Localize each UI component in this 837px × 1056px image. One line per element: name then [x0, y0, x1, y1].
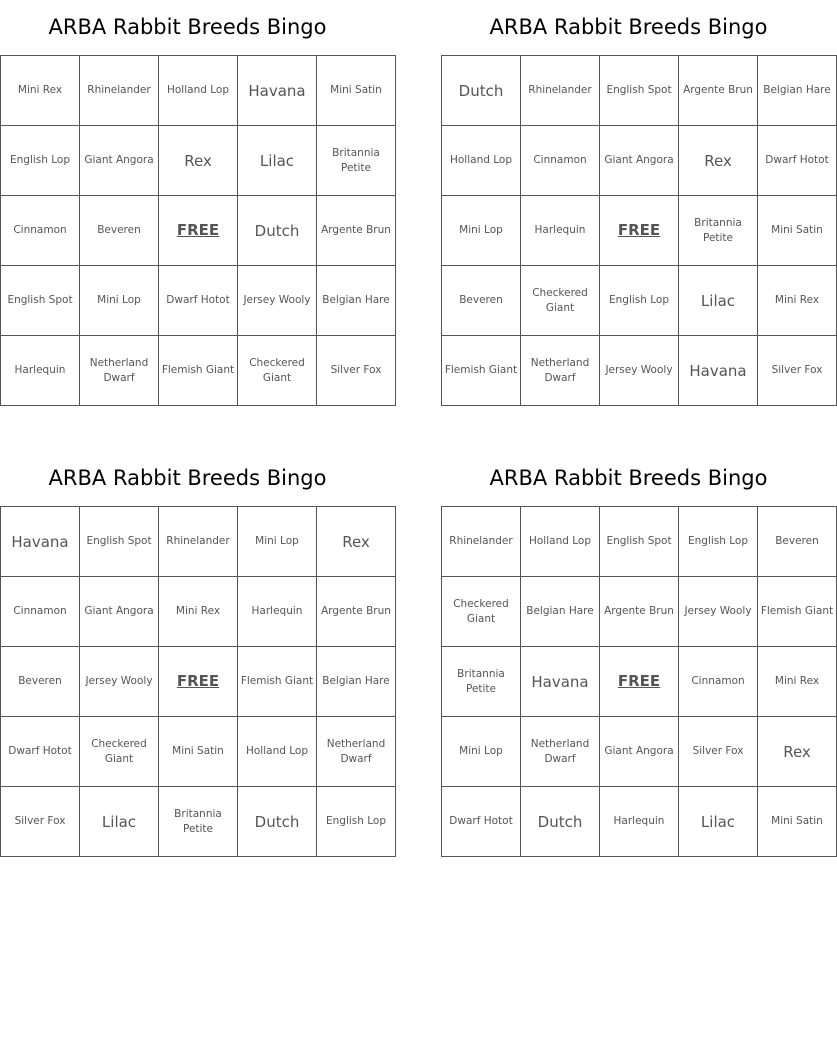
- grid-row: [442, 56, 837, 126]
- grid-cell: Mini Rex: [1, 56, 80, 126]
- grid-cell: Harlequin: [600, 787, 679, 857]
- free-space: FREE: [600, 647, 679, 717]
- grid-cell: Harlequin: [1, 336, 80, 406]
- grid-cell: Argente Brun: [679, 56, 758, 126]
- grid-cell: Holland Lop: [442, 126, 521, 196]
- grid-cell: Rhinelander: [442, 507, 521, 577]
- grid-cell: English Lop: [1, 126, 80, 196]
- free-space: FREE: [159, 196, 238, 266]
- grid-cell: Havana: [238, 56, 317, 126]
- card-title: ARBA Rabbit Breeds Bingo: [48, 15, 327, 39]
- grid-row: [442, 717, 837, 787]
- grid-cell: Checkered Giant: [442, 577, 521, 647]
- grid-cell: Beveren: [1, 647, 80, 717]
- grid-row: [442, 647, 837, 717]
- grid-cell: Jersey Wooly: [600, 336, 679, 406]
- grid-cell: Mini Satin: [317, 56, 396, 126]
- grid-cell: Argente Brun: [317, 196, 396, 266]
- grid-cell: Netherland Dwarf: [317, 717, 396, 787]
- grid-cell: Mini Rex: [758, 266, 837, 336]
- grid-cell: Mini Satin: [159, 717, 238, 787]
- grid-cell: Flemish Giant: [159, 336, 238, 406]
- grid-cell: Checkered Giant: [521, 266, 600, 336]
- grid-cell: English Spot: [80, 507, 159, 577]
- grid-cell: Belgian Hare: [521, 577, 600, 647]
- grid-cell: Havana: [521, 647, 600, 717]
- grid-cell: Mini Lop: [80, 266, 159, 336]
- grid-row: [1, 126, 396, 196]
- grid-row: [1, 787, 396, 857]
- grid-cell: Jersey Wooly: [80, 647, 159, 717]
- grid-cell: Netherland Dwarf: [521, 336, 600, 406]
- grid-row: [1, 336, 396, 406]
- grid-cell: English Lop: [679, 507, 758, 577]
- grid-cell: Britannia Petite: [442, 647, 521, 717]
- grid-cell: Havana: [679, 336, 758, 406]
- bingo-card-1: [0, 0, 391, 406]
- grid-cell: Mini Lop: [442, 196, 521, 266]
- grid-cell: Argente Brun: [317, 577, 396, 647]
- bingo-card-2: [441, 0, 831, 406]
- grid-cell: Rhinelander: [521, 56, 600, 126]
- grid-cell: Rex: [758, 717, 837, 787]
- grid-cell: Checkered Giant: [238, 336, 317, 406]
- grid-cell: Mini Rex: [159, 577, 238, 647]
- grid-cell: English Spot: [600, 507, 679, 577]
- grid-cell: Rex: [317, 507, 396, 577]
- grid-cell: Beveren: [442, 266, 521, 336]
- grid-cell: Lilac: [80, 787, 159, 857]
- grid-cell: Rex: [679, 126, 758, 196]
- grid-cell: Jersey Wooly: [238, 266, 317, 336]
- grid-cell: Netherland Dwarf: [521, 717, 600, 787]
- grid-cell: Mini Lop: [238, 507, 317, 577]
- grid-cell: Cinnamon: [679, 647, 758, 717]
- grid-cell: Silver Fox: [1, 787, 80, 857]
- grid-cell: Jersey Wooly: [679, 577, 758, 647]
- grid-cell: Lilac: [679, 787, 758, 857]
- grid-cell: Dutch: [238, 196, 317, 266]
- grid-cell: Belgian Hare: [758, 56, 837, 126]
- grid-cell: Holland Lop: [521, 507, 600, 577]
- bingo-grid: [0, 506, 396, 857]
- card-title: ARBA Rabbit Breeds Bingo: [48, 466, 327, 490]
- grid-cell: Netherland Dwarf: [80, 336, 159, 406]
- grid-row: [442, 126, 837, 196]
- grid-cell: Dwarf Hotot: [442, 787, 521, 857]
- grid-cell: Dutch: [238, 787, 317, 857]
- grid-cell: Cinnamon: [1, 577, 80, 647]
- grid-cell: English Spot: [600, 56, 679, 126]
- grid-cell: Beveren: [80, 196, 159, 266]
- grid-row: [442, 577, 837, 647]
- grid-row: [442, 787, 837, 857]
- grid-cell: Giant Angora: [80, 126, 159, 196]
- grid-cell: Giant Angora: [80, 577, 159, 647]
- grid-cell: Belgian Hare: [317, 266, 396, 336]
- grid-cell: Lilac: [238, 126, 317, 196]
- grid-row: [1, 56, 396, 126]
- grid-cell: Silver Fox: [758, 336, 837, 406]
- grid-cell: Dwarf Hotot: [1, 717, 80, 787]
- grid-row: [1, 266, 396, 336]
- grid-cell: Mini Lop: [442, 717, 521, 787]
- grid-cell: Silver Fox: [317, 336, 396, 406]
- free-space: FREE: [159, 647, 238, 717]
- bingo-card-3: [0, 451, 391, 857]
- grid-row: [442, 336, 837, 406]
- grid-cell: Giant Angora: [600, 717, 679, 787]
- grid-cell: Harlequin: [238, 577, 317, 647]
- grid-cell: Dwarf Hotot: [159, 266, 238, 336]
- grid-cell: Giant Angora: [600, 126, 679, 196]
- grid-cell: Beveren: [758, 507, 837, 577]
- grid-cell: Britannia Petite: [679, 196, 758, 266]
- grid-cell: Dutch: [442, 56, 521, 126]
- grid-cell: Britannia Petite: [317, 126, 396, 196]
- grid-cell: Rex: [159, 126, 238, 196]
- grid-cell: Dutch: [521, 787, 600, 857]
- grid-cell: Dwarf Hotot: [758, 126, 837, 196]
- free-space: FREE: [600, 196, 679, 266]
- grid-cell: Mini Rex: [758, 647, 837, 717]
- grid-cell: English Lop: [317, 787, 396, 857]
- grid-cell: Silver Fox: [679, 717, 758, 787]
- grid-cell: English Spot: [1, 266, 80, 336]
- grid-cell: Flemish Giant: [758, 577, 837, 647]
- grid-cell: Havana: [1, 507, 80, 577]
- grid-row: [1, 717, 396, 787]
- grid-cell: Mini Satin: [758, 196, 837, 266]
- grid-cell: Britannia Petite: [159, 787, 238, 857]
- grid-cell: Belgian Hare: [317, 647, 396, 717]
- grid-cell: Rhinelander: [80, 56, 159, 126]
- grid-row: [1, 647, 396, 717]
- grid-cell: Holland Lop: [159, 56, 238, 126]
- card-title: ARBA Rabbit Breeds Bingo: [489, 466, 768, 490]
- grid-cell: Mini Satin: [758, 787, 837, 857]
- bingo-grid: [0, 55, 396, 406]
- grid-cell: Rhinelander: [159, 507, 238, 577]
- grid-row: [1, 507, 396, 577]
- grid-cell: English Lop: [600, 266, 679, 336]
- grid-cell: Cinnamon: [521, 126, 600, 196]
- bingo-grid: [441, 506, 837, 857]
- bingo-grid: [441, 55, 837, 406]
- grid-cell: Checkered Giant: [80, 717, 159, 787]
- grid-row: [1, 577, 396, 647]
- grid-cell: Holland Lop: [238, 717, 317, 787]
- grid-cell: Cinnamon: [1, 196, 80, 266]
- grid-row: [1, 196, 396, 266]
- card-title: ARBA Rabbit Breeds Bingo: [489, 15, 768, 39]
- grid-row: [442, 196, 837, 266]
- grid-cell: Flemish Giant: [442, 336, 521, 406]
- grid-cell: Argente Brun: [600, 577, 679, 647]
- grid-row: [442, 266, 837, 336]
- bingo-card-4: [441, 451, 834, 857]
- grid-cell: Lilac: [679, 266, 758, 336]
- grid-row: [442, 507, 837, 577]
- grid-cell: Flemish Giant: [238, 647, 317, 717]
- grid-cell: Harlequin: [521, 196, 600, 266]
